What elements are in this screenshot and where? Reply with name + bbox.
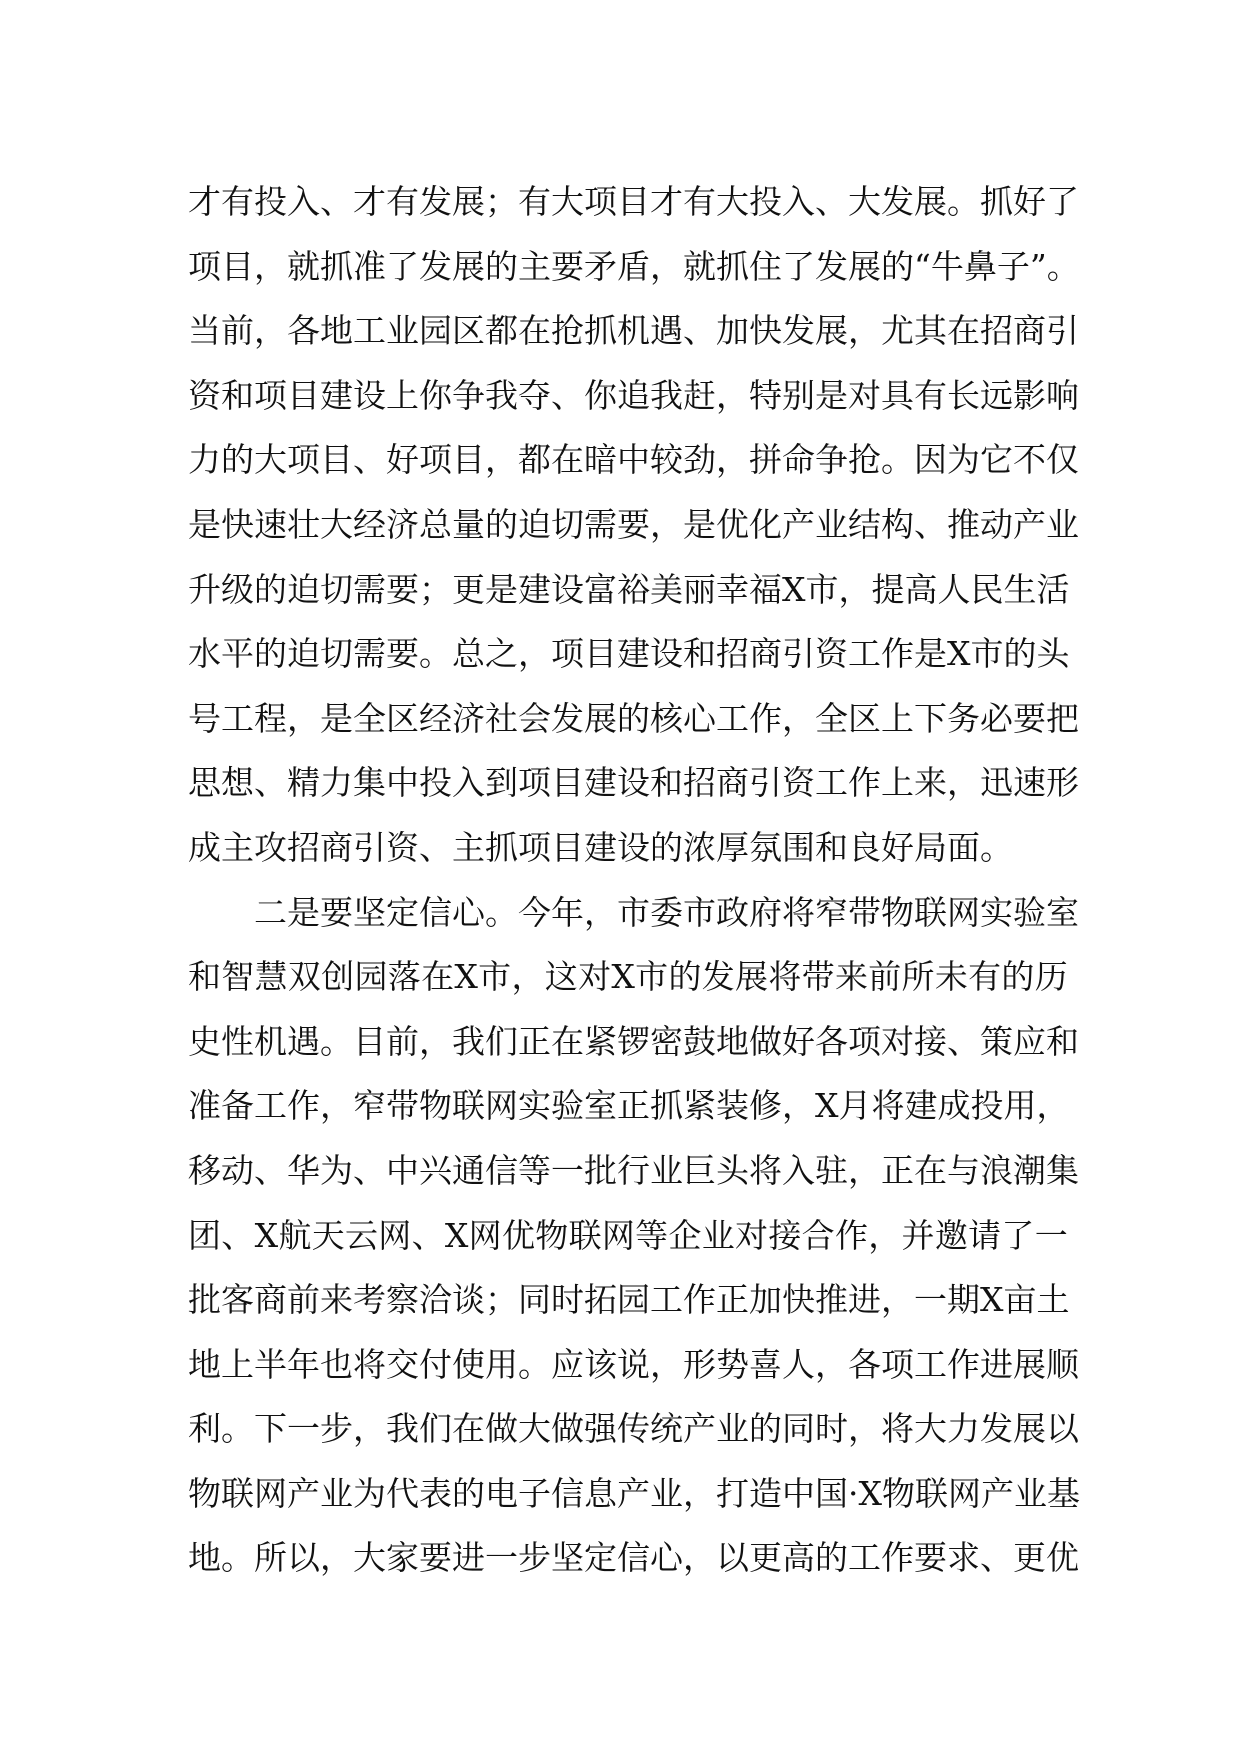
text-line: 才 有 投 入 、 才 有 发 展 ； 有 大 项 目 才 有 大 投 入 、 大 发 展 。 抓 好 了: [188, 182, 1079, 221]
text-line: 项 目 ， 就 抓 准 了 发 展 的 主 要 矛 盾 ， 就 抓 住 了 发 展 的 “ 牛 鼻 子 ” 。: [188, 246, 1080, 286]
paragraph-first-line: 二 是 要 坚 定 信 心 。 今 年 ， 市 委 市 政 府 将 窄 带 物 联 网 实 验 室: [254, 892, 1079, 932]
text-line: 是 快 速 壮 大 经 济 总 量 的 迫 切 需 要 ， 是 优 化 产 业 结 构 、 推 动 产 业: [188, 504, 1079, 544]
paragraph-last-line: 成 主 攻 招 商 引 资 、 主 抓 项 目 建 设 的 浓 厚 氛 围 和 良 好 局 面 。: [188, 827, 1013, 867]
text-line: 史 性 机 遇 。 目 前 ， 我 们 正 在 紧 锣 密 鼓 地 做 好 各 项 对 接 、 策 应 和: [188, 1021, 1079, 1061]
text-line: 升 级 的 迫 切 需 要 ； 更 是 建 设 富 裕 美 丽 幸 福 X 市 ， 提 高 人 民 生 活: [188, 569, 1070, 609]
text-line: 资 和 项 目 建 设 上 你 争 我 夺 、 你 追 我 赶 ， 特 别 是 对 具 有 长 远 影 响: [188, 375, 1079, 415]
text-line: 地 。 所 以 ， 大 家 要 进 一 步 坚 定 信 心 ， 以 更 高 的 工 作 要 求 、 更 优: [188, 1538, 1079, 1578]
text-line: 地 上 半 年 也 将 交 付 使 用 。 应 该 说 ， 形 势 喜 人 ， 各 项 工 作 进 展 顺: [188, 1344, 1079, 1384]
text-line: 物 联 网 产 业 为 代 表 的 电 子 信 息 产 业 ， 打 造 中 国 · X 物 联 网 产 业 基: [188, 1473, 1080, 1513]
text-line: 水 平 的 迫 切 需 要 。 总 之 ， 项 目 建 设 和 招 商 引 资 工 作 是 X 市 的 头: [188, 634, 1070, 674]
text-line: 团 、 X 航 天 云 网 、 X 网 优 物 联 网 等 企 业 对 接 合 作 ， 并 邀 请 了 一: [188, 1215, 1068, 1255]
text-line: 准 备 工 作 ， 窄 带 物 联 网 实 验 室 正 抓 紧 装 修 ， X 月 将 建 成 投 用 ，: [188, 1086, 1070, 1126]
text-line: 力 的 大 项 目 、 好 项 目 ， 都 在 暗 中 较 劲 ， 拼 命 争 抢 。 因 为 它 不 仅: [188, 440, 1079, 480]
text-line: 和 智 慧 双 创 园 落 在 X 市 ， 这 对 X 市 的 发 展 将 带 来 前 所 未 有 的 历: [188, 957, 1068, 997]
document-body: [188, 170, 1080, 1591]
text-line: 当 前 ， 各 地 工 业 园 区 都 在 抢 抓 机 遇 、 加 快 发 展 ， 尤 其 在 招 商 引: [188, 311, 1079, 351]
text-line: 批 客 商 前 来 考 察 洽 谈 ； 同 时 拓 园 工 作 正 加 快 推 进 ， 一 期 X 亩 土: [188, 1280, 1070, 1320]
text-line: 号 工 程 ， 是 全 区 经 济 社 会 发 展 的 核 心 工 作 ， 全 区 上 下 务 必 要 把: [188, 698, 1079, 738]
text-line: 利 。 下 一 步 ， 我 们 在 做 大 做 强 传 统 产 业 的 同 时 ， 将 大 力 发 展 以: [188, 1409, 1079, 1449]
text-line: 思 想 、 精 力 集 中 投 入 到 项 目 建 设 和 招 商 引 资 工 作 上 来 ， 迅 速 形: [188, 763, 1079, 803]
text-line: 移 动 、 华 为 、 中 兴 通 信 等 一 批 行 业 巨 头 将 入 驻 ， 正 在 与 浪 潮 集: [188, 1150, 1079, 1190]
